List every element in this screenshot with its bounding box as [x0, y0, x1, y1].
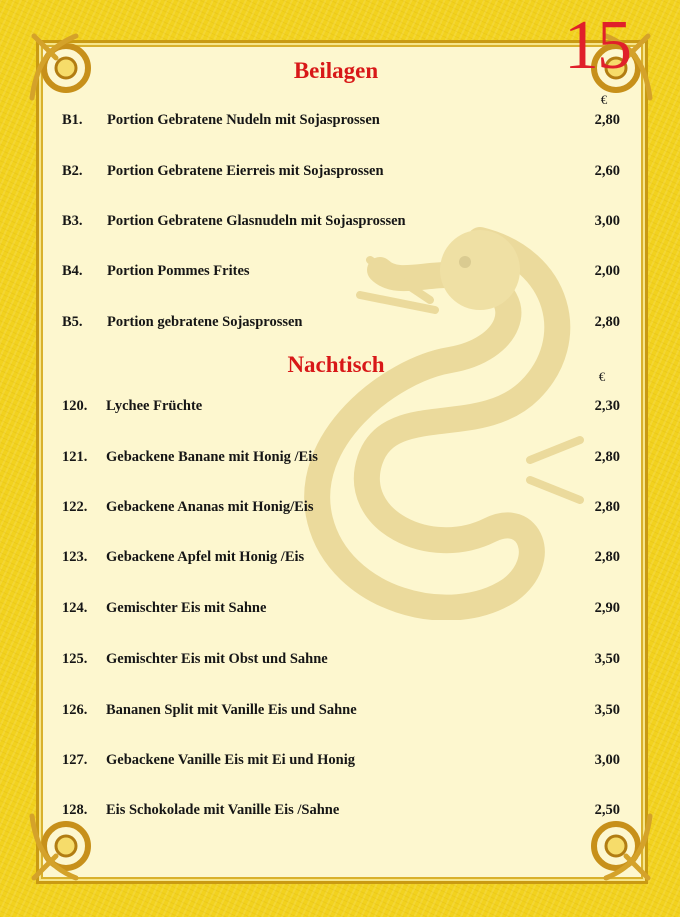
- item-price: 2,80: [594, 499, 620, 515]
- menu-item: [62, 598, 620, 618]
- item-code: 128.: [62, 802, 88, 818]
- item-code: B4.: [62, 263, 83, 279]
- item-name: Gemischter Eis mit Sahne: [106, 600, 267, 616]
- menu-item: [62, 447, 620, 467]
- item-name: Portion Gebratene Nudeln mit Sojasprossen: [107, 112, 380, 128]
- currency-label: €: [598, 369, 606, 384]
- item-price: 2,80: [594, 112, 620, 128]
- item-code: B1.: [62, 112, 83, 128]
- item-code: 125.: [62, 651, 88, 667]
- item-price: 2,50: [594, 802, 620, 818]
- section-title-beilagen: Beilagen: [293, 58, 379, 83]
- item-name: Gemischter Eis mit Obst und Sahne: [106, 651, 328, 667]
- item-price: 3,50: [594, 702, 620, 718]
- item-name: Bananen Split mit Vanille Eis und Sahne: [106, 702, 357, 718]
- item-name: Portion Gebratene Eierreis mit Sojasprossen: [107, 163, 384, 179]
- item-name: Lychee Früchte: [106, 398, 203, 414]
- item-price: 2,80: [594, 314, 620, 330]
- item-name: Portion Gebratene Glasnudeln mit Sojasprossen: [107, 213, 406, 229]
- item-code: 121.: [62, 449, 88, 465]
- item-code: B2.: [62, 163, 83, 179]
- menu-item: [62, 497, 620, 517]
- item-name: Portion gebratene Sojasprossen: [107, 314, 303, 330]
- item-price: 2,00: [594, 263, 620, 279]
- menu-item: [62, 261, 620, 281]
- menu-item: [62, 750, 620, 770]
- item-price: 2,60: [594, 163, 620, 179]
- menu-item: [62, 312, 620, 332]
- item-price: 3,00: [594, 213, 620, 229]
- item-name: Gebackene Apfel mit Honig /Eis: [106, 549, 305, 565]
- page-number: 15: [564, 7, 630, 84]
- menu-item: [62, 700, 620, 720]
- item-name: Portion Pommes Frites: [107, 263, 250, 279]
- item-price: 3,00: [594, 752, 620, 768]
- item-price: 2,80: [594, 449, 620, 465]
- item-price: 2,80: [594, 549, 620, 565]
- item-price: 3,50: [594, 651, 620, 667]
- menu-item: [62, 547, 620, 567]
- item-price: 2,30: [594, 398, 620, 414]
- item-code: B5.: [62, 314, 83, 330]
- item-code: 126.: [62, 702, 88, 718]
- item-code: B3.: [62, 213, 83, 229]
- menu-item: [62, 396, 620, 416]
- item-price: 2,90: [594, 600, 620, 616]
- item-name: Gebackene Banane mit Honig /Eis: [106, 449, 318, 465]
- currency-label: €: [600, 92, 608, 107]
- menu-item: [62, 211, 620, 231]
- item-code: 123.: [62, 549, 88, 565]
- menu-item: [62, 110, 620, 130]
- menu-item: [62, 161, 620, 181]
- item-name: Eis Schokolade mit Vanille Eis /Sahne: [106, 802, 340, 818]
- menu-item: [62, 649, 620, 669]
- item-code: 120.: [62, 398, 88, 414]
- item-name: Gebackene Ananas mit Honig/Eis: [106, 499, 314, 515]
- item-code: 124.: [62, 600, 88, 616]
- section-title-nachtisch: Nachtisch: [287, 352, 385, 377]
- menu-item: [62, 800, 620, 820]
- item-code: 127.: [62, 752, 88, 768]
- corner-ornament-icon: [26, 28, 104, 106]
- item-code: 122.: [62, 499, 88, 515]
- item-name: Gebackene Vanille Eis mit Ei und Honig: [106, 752, 355, 768]
